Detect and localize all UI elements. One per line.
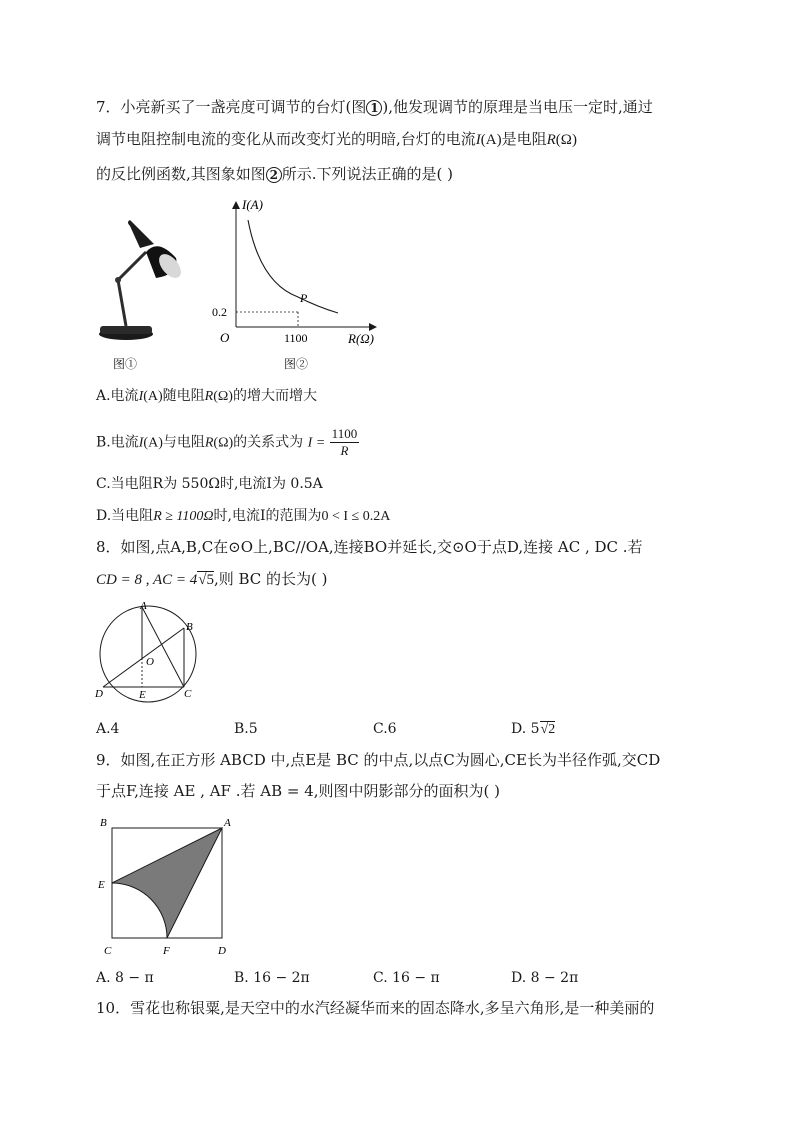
svg-text:C: C <box>184 688 192 700</box>
x-axis-label: R(Ω) <box>348 331 374 346</box>
q7-line-1: 7．小亮新买了一盏亮度可调节的台灯(图 1 ),他发现调节的原理是当电压一定时,通过 <box>96 98 653 116</box>
q7-option-b[interactable]: B.电流I(A)与电阻R(Ω)的关系式为 I = $\frac{1100}{R}$ <box>96 426 358 458</box>
q8-option-b[interactable]: B.5 <box>234 721 258 737</box>
inverse-function-graph <box>208 195 388 350</box>
q7-option-d[interactable]: D.当电阻R ≥ 1100Ω时,电流I的范围为0 < I ≤ 0.2A <box>96 508 391 524</box>
q10-number: 10． <box>96 999 131 1017</box>
svg-text:C: C <box>104 945 112 957</box>
hyperbola-curve <box>248 220 338 313</box>
fraction-1100-over-r: $\frac{1100}{R}$ <box>331 426 358 458</box>
svg-text:E: E <box>98 879 105 891</box>
q8-number: 8． <box>96 538 121 556</box>
x-tick-label: 1100 <box>284 331 308 345</box>
q7-option-a[interactable]: A.电流I(A)随电阻R(Ω)的增大而增大 <box>96 388 317 404</box>
y-axis-label: I(A) <box>242 197 263 212</box>
q9-option-c[interactable]: C. 16 − π <box>373 970 440 986</box>
circle-diagram <box>88 598 218 703</box>
desk-lamp-image <box>96 218 186 343</box>
point-label: P <box>300 291 308 305</box>
circled-two: 2 <box>266 167 282 183</box>
shaded-region <box>112 828 222 938</box>
svg-text:A: A <box>140 600 147 612</box>
q10-line-1: 10．雪花也称银粟,是天空中的水汽经凝华而来的固态降水,多呈六角形,是一种美丽的 <box>96 999 655 1017</box>
y-tick-label: 0.2 <box>212 305 227 319</box>
q7-number: 7． <box>96 98 121 116</box>
q7-line-3: 的反比例函数,其图象如图 2 所示.下列说法正确的是( ) <box>96 165 454 183</box>
q8-option-d[interactable]: D. 5√2 <box>511 721 556 737</box>
q8-option-a[interactable]: A.4 <box>96 721 120 737</box>
q7-line-2: 调节电阻控制电流的变化从而改变灯光的明暗,台灯的电流I(A)是电阻R(Ω) <box>96 130 577 148</box>
segment-ac <box>142 607 184 687</box>
q9-number: 9． <box>96 751 121 769</box>
svg-text:B: B <box>100 817 107 829</box>
q9-option-b[interactable]: B. 16 − 2π <box>234 970 310 986</box>
segment-bd <box>103 628 184 687</box>
q7-option-c[interactable]: C.当电阻R为 550Ω时,电流I为 0.5A <box>96 476 323 492</box>
svg-text:O: O <box>146 656 154 668</box>
origin-label: O <box>220 330 230 345</box>
q9-option-d[interactable]: D. 8 − 2π <box>511 970 579 986</box>
q9-line-2: 于点F,连接 AE , AF .若 AB = 4,则图中阴影部分的面积为( ) <box>96 782 500 800</box>
circled-one: 1 <box>366 100 382 116</box>
svg-text:D: D <box>218 945 226 957</box>
fig1-caption: 图① <box>113 357 138 371</box>
square-diagram <box>94 815 244 960</box>
q8-option-c[interactable]: C.6 <box>373 721 397 737</box>
sqrt-2: √2 <box>540 722 556 737</box>
svg-text:E: E <box>139 689 146 701</box>
fig2-caption: 图② <box>284 357 309 371</box>
svg-text:B: B <box>186 621 193 633</box>
svg-text:D: D <box>95 688 103 700</box>
svg-text:F: F <box>163 945 170 957</box>
sqrt-5: √5 <box>198 572 214 588</box>
q9-option-a[interactable]: A. 8 − π <box>96 970 154 986</box>
q8-line-2: CD = 8 , AC = 4√5,则 BC 的长为( ) <box>96 570 328 588</box>
svg-text:A: A <box>224 817 231 829</box>
q9-line-1: 9．如图,在正方形 ABCD 中,点E是 BC 的中点,以点C为圆心,CE长为半径作弧,交CD <box>96 751 661 769</box>
q8-line-1: 8．如图,点A,B,C在⊙O上,BC//OA,连接BO并延长,交⊙O于点D,连接 AC , DC .若 <box>96 538 643 556</box>
